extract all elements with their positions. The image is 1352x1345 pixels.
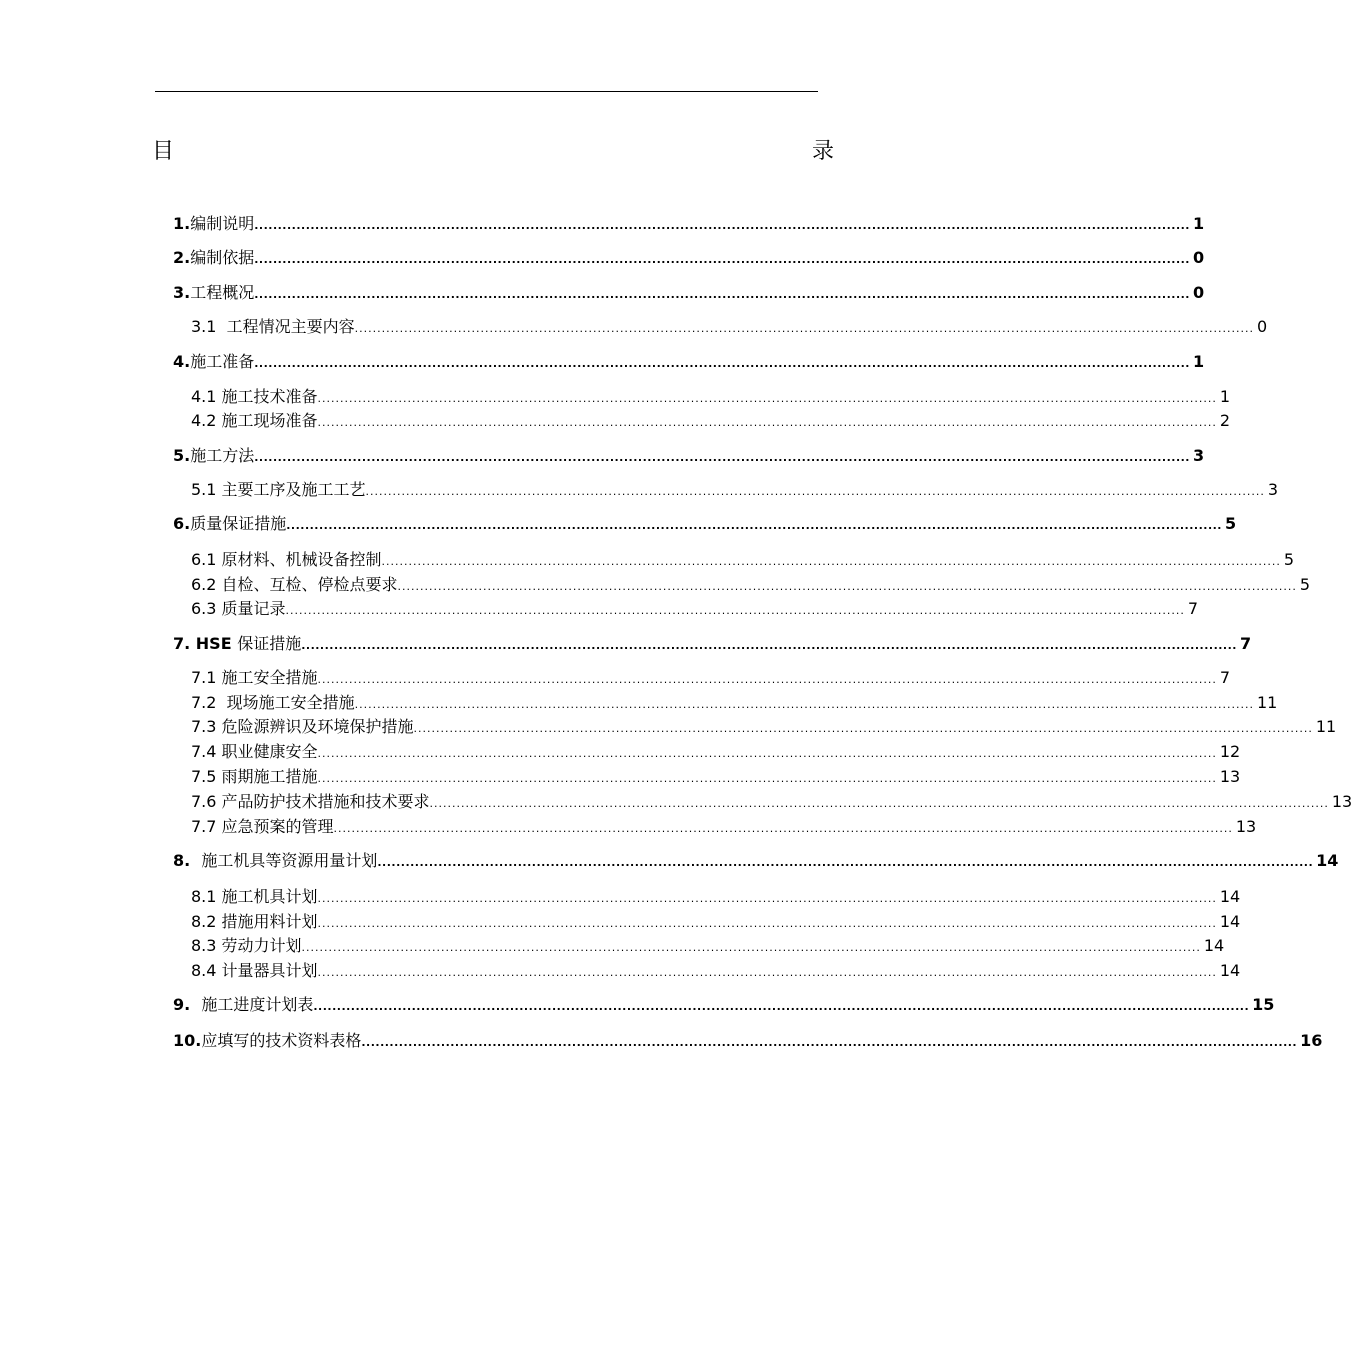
toc-entry[interactable] bbox=[191, 410, 1231, 432]
toc-entry-number: 8.1 bbox=[191, 887, 222, 906]
toc-entry-title: 施工机具等资源用量计划 bbox=[201, 851, 378, 870]
toc-entry-number: 7.7 bbox=[191, 817, 222, 836]
toc-entry-number: 3.1 bbox=[191, 317, 227, 336]
toc-entry-number: 8.2 bbox=[191, 912, 222, 931]
toc-leader-dots: ........................................................................................................................................................................................................ bbox=[317, 772, 1217, 785]
toc-leader-dots: ........................................................................................................................................................................................................ bbox=[254, 219, 1190, 232]
toc-entry[interactable] bbox=[191, 479, 1279, 501]
toc-entry[interactable] bbox=[191, 549, 1295, 571]
toc-entry-page: 14 bbox=[1219, 912, 1241, 931]
toc-entry-title: 施工现场准备 bbox=[221, 411, 318, 430]
toc-entry[interactable] bbox=[191, 935, 1225, 957]
toc-entry-title: 编制说明 bbox=[190, 214, 255, 233]
toc-entry-title: 主要工序及施工工艺 bbox=[221, 480, 366, 499]
toc-entry[interactable] bbox=[173, 513, 1237, 535]
toc-entry-number: 7.6 bbox=[191, 792, 222, 811]
toc-leader-dots: ........................................................................................................................................................................................................ bbox=[317, 892, 1217, 905]
toc-entry-title: 原材料、机械设备控制 bbox=[221, 550, 382, 569]
toc-leader-dots: ........................................................................................................................................................................................................ bbox=[313, 1000, 1250, 1013]
toc-entry-page: 2 bbox=[1219, 411, 1231, 430]
toc-entry-title: 雨期施工措施 bbox=[221, 767, 318, 786]
toc-leader-dots: ........................................................................................................................................................................................................ bbox=[254, 451, 1190, 464]
toc-entry-number: 7.1 bbox=[191, 668, 222, 687]
toc-leader-dots: ........................................................................................................................................................................................................ bbox=[413, 722, 1313, 735]
toc-entry-title: 应急预案的管理 bbox=[221, 817, 334, 836]
toc-leader-dots: ........................................................................................................................................................................................................ bbox=[285, 604, 1185, 617]
toc-entry[interactable] bbox=[173, 994, 1275, 1016]
toc-entry[interactable] bbox=[173, 633, 1252, 655]
toc-entry-number: 6. bbox=[173, 514, 191, 533]
toc-entry[interactable] bbox=[173, 351, 1205, 373]
toc-leader-dots: ........................................................................................................................................................................................................ bbox=[254, 357, 1190, 370]
toc-entry[interactable] bbox=[191, 692, 1278, 714]
toc-entry-page: 7 bbox=[1239, 634, 1252, 653]
toc-entry-title: 现场施工安全措施 bbox=[226, 693, 355, 712]
toc-entry[interactable] bbox=[173, 247, 1205, 269]
toc-leader-dots: ........................................................................................................................................................................................................ bbox=[354, 698, 1254, 711]
toc-leader-dots: ........................................................................................................................................................................................................ bbox=[365, 485, 1265, 498]
toc-leader-dots: ........................................................................................................................................................................................................ bbox=[254, 288, 1190, 301]
toc-entry-title: 计量器具计划 bbox=[221, 961, 318, 980]
toc-entry-number: 6.3 bbox=[191, 599, 222, 618]
toc-entry-page: 0 bbox=[1256, 317, 1268, 336]
toc-leader-dots: ........................................................................................................................................................................................................ bbox=[377, 856, 1314, 869]
toc-entry-number: 4. bbox=[173, 352, 191, 371]
toc-entry-page: 1 bbox=[1192, 352, 1205, 371]
toc-entry-page: 1 bbox=[1192, 214, 1205, 233]
toc-entry-number: 9. bbox=[173, 995, 202, 1014]
toc-entry-number: 4.1 bbox=[191, 387, 222, 406]
toc-leader-dots: ........................................................................................................................................................................................................ bbox=[317, 392, 1217, 405]
toc-entry-number: 4.2 bbox=[191, 411, 222, 430]
toc-entry[interactable] bbox=[191, 316, 1268, 338]
toc-entry-page: 14 bbox=[1203, 936, 1225, 955]
toc-entry-number: 6.1 bbox=[191, 550, 222, 569]
toc-title-right: 录 bbox=[812, 139, 835, 164]
toc-entry[interactable] bbox=[191, 886, 1241, 908]
toc-entry[interactable] bbox=[173, 282, 1205, 304]
toc-entry[interactable] bbox=[191, 574, 1311, 596]
toc-entry[interactable] bbox=[191, 816, 1257, 838]
toc-entry[interactable] bbox=[191, 911, 1241, 933]
toc-entry-page: 5 bbox=[1283, 550, 1295, 569]
toc-entry[interactable] bbox=[173, 1030, 1323, 1052]
toc-leader-dots: ........................................................................................................................................................................................................ bbox=[397, 580, 1297, 593]
toc-entry-page: 5 bbox=[1299, 575, 1311, 594]
toc-entry-number: 8.4 bbox=[191, 961, 222, 980]
toc-leader-dots: ........................................................................................................................................................................................................ bbox=[361, 1036, 1298, 1049]
toc-entry-number: 7.3 bbox=[191, 717, 222, 736]
toc-entry-title: 职业健康安全 bbox=[221, 742, 318, 761]
toc-entry-title: 施工安全措施 bbox=[221, 668, 318, 687]
toc-entry[interactable] bbox=[191, 766, 1241, 788]
toc-leader-dots: ........................................................................................................................................................................................................ bbox=[301, 941, 1201, 954]
toc-leader-dots: ........................................................................................................................................................................................................ bbox=[254, 253, 1190, 266]
toc-entry-title: 施工方法 bbox=[190, 446, 255, 465]
toc-leader-dots: ........................................................................................................................................................................................................ bbox=[317, 416, 1217, 429]
toc-entry-page: 11 bbox=[1256, 693, 1278, 712]
toc-leader-dots: ........................................................................................................................................................................................................ bbox=[381, 555, 1281, 568]
toc-entry-page: 13 bbox=[1235, 817, 1257, 836]
toc-entry[interactable] bbox=[173, 850, 1339, 872]
toc-entry-page: 14 bbox=[1219, 961, 1241, 980]
toc-entry-number: 10. bbox=[173, 1031, 202, 1050]
toc-entry-page: 14 bbox=[1316, 851, 1339, 870]
toc-entry-title: 编制依据 bbox=[190, 248, 255, 267]
toc-entry-page: 0 bbox=[1192, 283, 1205, 302]
toc-entry[interactable] bbox=[191, 598, 1199, 620]
toc-entry[interactable] bbox=[191, 386, 1231, 408]
toc-entry-page: 13 bbox=[1219, 767, 1241, 786]
toc-entry[interactable] bbox=[173, 213, 1205, 235]
toc-entry-number: 5.1 bbox=[191, 480, 222, 499]
toc-leader-dots: ........................................................................................................................................................................................................ bbox=[317, 917, 1217, 930]
toc-entry-page: 1 bbox=[1219, 387, 1231, 406]
toc-entry-number: 8.3 bbox=[191, 936, 222, 955]
toc-entry-title: 应填写的技术资料表格 bbox=[201, 1031, 362, 1050]
toc-entry[interactable] bbox=[191, 741, 1241, 763]
toc-entry[interactable] bbox=[191, 791, 1352, 813]
toc-entry-title: 施工技术准备 bbox=[221, 387, 318, 406]
toc-entry-title: 施工进度计划表 bbox=[201, 995, 314, 1014]
toc-entry-page: 15 bbox=[1252, 995, 1275, 1014]
toc-entry-title: 自检、互检、停检点要求 bbox=[221, 575, 398, 594]
toc-entry-title: 质量保证措施 bbox=[190, 514, 287, 533]
toc-entry-page: 13 bbox=[1331, 792, 1352, 811]
toc-entry-number: 5. bbox=[173, 446, 191, 465]
toc-leader-dots: ........................................................................................................................................................................................................ bbox=[317, 673, 1217, 686]
toc-entry-title: 危险源辨识及环境保护措施 bbox=[221, 717, 414, 736]
toc-entry-title: 劳动力计划 bbox=[221, 936, 302, 955]
toc-entry-page: 11 bbox=[1315, 717, 1337, 736]
toc-entry-page: 14 bbox=[1219, 887, 1241, 906]
toc-entry-number: 7.2 bbox=[191, 693, 227, 712]
toc-entry-page: 7 bbox=[1187, 599, 1199, 618]
toc-entry-title: 质量记录 bbox=[221, 599, 286, 618]
toc-entry-title: 施工准备 bbox=[190, 352, 255, 371]
toc-entry-title: 工程情况主要内容 bbox=[226, 317, 355, 336]
toc-entry-number: 1. bbox=[173, 214, 191, 233]
toc-entry-title: 产品防护技术措施和技术要求 bbox=[221, 792, 430, 811]
toc-entry[interactable] bbox=[191, 716, 1337, 738]
toc-entry-title: 施工机具计划 bbox=[221, 887, 318, 906]
toc-entry-number: 6.2 bbox=[191, 575, 222, 594]
toc-entry-page: 12 bbox=[1219, 742, 1241, 761]
toc-entry[interactable] bbox=[173, 445, 1205, 467]
toc-entry-number: 2. bbox=[173, 248, 191, 267]
toc-entry-page: 3 bbox=[1267, 480, 1279, 499]
toc-entry-page: 3 bbox=[1192, 446, 1205, 465]
toc-entry-title: 保证措施 bbox=[237, 634, 302, 653]
toc-entry-number: 7.5 bbox=[191, 767, 222, 786]
toc-title-left: 目 bbox=[152, 139, 175, 164]
toc-entry[interactable] bbox=[191, 667, 1231, 689]
toc-entry-page: 7 bbox=[1219, 668, 1231, 687]
toc-entry-number: 8. bbox=[173, 851, 202, 870]
toc-leader-dots: ........................................................................................................................................................................................................ bbox=[333, 822, 1233, 835]
toc-leader-dots: ........................................................................................................................................................................................................ bbox=[429, 797, 1329, 810]
toc-entry-page: 0 bbox=[1192, 248, 1205, 267]
toc-entry-page: 5 bbox=[1224, 514, 1237, 533]
toc-leader-dots: ........................................................................................................................................................................................................ bbox=[286, 519, 1222, 532]
toc-entry-number: 7. HSE bbox=[173, 634, 238, 653]
toc-entry-page: 16 bbox=[1300, 1031, 1323, 1050]
toc-entry-number: 7.4 bbox=[191, 742, 222, 761]
toc-entry-title: 工程概况 bbox=[190, 283, 255, 302]
toc-leader-dots: ........................................................................................................................................................................................................ bbox=[317, 747, 1217, 760]
toc-entry-title: 措施用料计划 bbox=[221, 912, 318, 931]
toc-leader-dots: ........................................................................................................................................................................................................ bbox=[317, 966, 1217, 979]
toc-entry-number: 3. bbox=[173, 283, 191, 302]
toc-leader-dots: ........................................................................................................................................................................................................ bbox=[354, 322, 1254, 335]
toc-leader-dots: ........................................................................................................................................................................................................ bbox=[301, 639, 1237, 652]
toc-entry[interactable] bbox=[191, 960, 1241, 982]
